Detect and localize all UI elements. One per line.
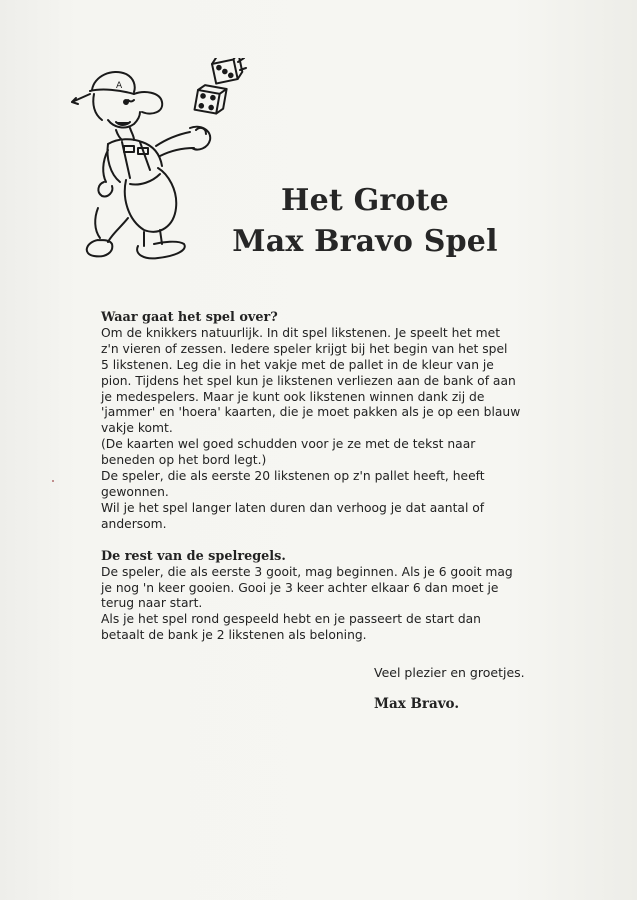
- text-line: 5 likstenen. Leg die in het vakje met de pallet in de kleur van je: [101, 357, 494, 372]
- text-line: vakje komt.: [101, 421, 173, 436]
- text-line: Om de knikkers natuurlijk. In dit spel likstenen. Je speelt het met: [101, 325, 501, 340]
- text-line: je nog 'n keer gooien. Gooi je 3 keer achter elkaar 6 dan moet je: [101, 580, 499, 595]
- title-line-2: Max Bravo Spel: [232, 224, 498, 259]
- signature: Max Bravo.: [374, 696, 460, 712]
- text-line: betaalt de bank je 2 likstenen als beloning.: [101, 628, 367, 643]
- rules-body: [101, 310, 541, 644]
- text-line: pion. Tijdens het spel kun je likstenen verliezen aan de bank of aan: [101, 373, 516, 388]
- svg-text:A: A: [116, 81, 123, 91]
- text-line: De speler, die als eerste 20 likstenen op z'n pallet heeft, heeft: [101, 469, 485, 484]
- text-line: z'n vieren of zessen. Iedere speler krijgt bij het begin van het spel: [101, 341, 508, 356]
- text-line: (De kaarten wel goed schudden voor je ze met de tekst naar: [101, 437, 476, 452]
- text-line: andersom.: [101, 516, 167, 531]
- title-line-1: Het Grote: [281, 183, 449, 218]
- section-heading: De rest van de spelregels.: [101, 548, 286, 564]
- text-line: 'jammer' en 'hoera' kaarten, die je moet pakken als je op een blauw: [101, 405, 521, 420]
- text-line: terug naar start.: [101, 596, 203, 611]
- text-line: beneden op het bord legt.): [101, 453, 267, 468]
- paper-speck: [52, 480, 54, 482]
- section-gap: [101, 533, 541, 549]
- text-line: Wil je het spel langer laten duren dan verhoog je dat aantal of: [101, 500, 485, 515]
- section-heading: Waar gaat het spel over?: [101, 310, 278, 325]
- text-line: De speler, die als eerste 3 gooit, mag beginnen. Als je 6 gooit mag: [101, 564, 513, 579]
- text-line: je medespelers. Maar je kunt ook likstenen winnen dank zij de: [101, 389, 485, 404]
- closing-greeting: Veel plezier en groetjes.: [374, 665, 525, 680]
- text-line: gewonnen.: [101, 484, 169, 499]
- text-line: Als je het spel rond gespeeld hebt en je passeert de start dan: [101, 612, 481, 627]
